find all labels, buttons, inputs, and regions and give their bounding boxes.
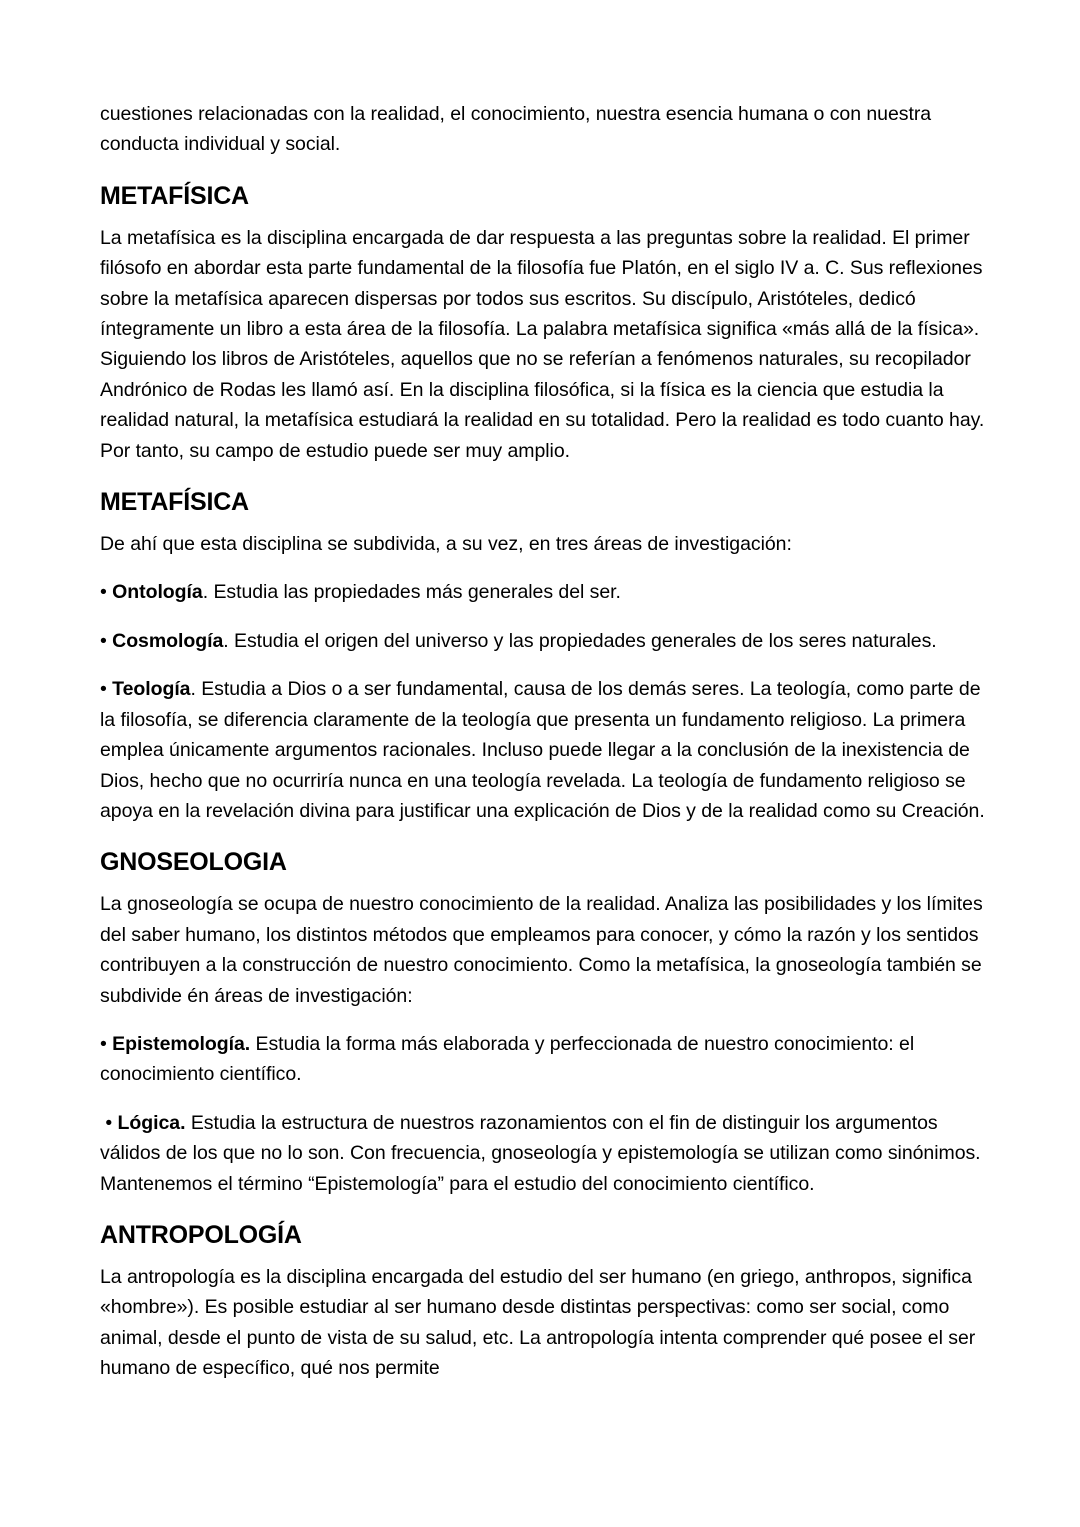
- heading-metafisica-1: METAFÍSICA: [100, 181, 249, 210]
- bullet-text-epistemologia: Estudia la forma más elaborada y perfeccionada de nuestro conocimiento: el conocimiento científico.: [100, 1032, 915, 1086]
- bullet-term-ontologia: Ontología: [112, 581, 203, 604]
- heading-metafisica-2: METAFÍSICA: [100, 488, 249, 517]
- bullet-term-logica: Lógica.: [117, 1111, 186, 1134]
- paragraph-antropologia-definition: La antropología es la disciplina encargada del estudio del ser humano (en griego, anthropos, significa «hombre»). Es posible estudiar al ser humano desde distintas perspectivas: como ser social, como animal, desde el punto de vista de su salud, etc. La antropología intenta comprender qué posee el ser humano de específico, qué nos permite: [100, 1265, 976, 1380]
- bullet-marker: •: [100, 629, 107, 652]
- bullet-term-teologia: Teología: [112, 678, 191, 701]
- heading-antropologia: ANTROPOLOGÍA: [100, 1220, 302, 1249]
- paragraph-subdivision-intro: De ahí que esta disciplina se subdivida, a su vez, en tres áreas de investigación:: [100, 533, 792, 556]
- document-text-column: [100, 99, 986, 1384]
- bullet-text-teologia: . Estudia a Dios o a ser fundamental, causa de los demás seres. La teología, como parte de la filosofía, se diferencia claramente de la teología que presenta un fundamento religioso. La primera emplea únicamente argumentos racionales. Incluso puede llegar a la conclusión de la inexistencia de Dios, hecho que no ocurriría nunca en una teología revelada. La teología de fundamento religioso se apoya en la revelación divina para justificar una explicación de Dios y de la realidad como su Creación.: [100, 678, 985, 822]
- bullet-text-logica: Estudia la estructura de nuestros razonamientos con el fin de distinguir los argumentos válidos de los que no lo son. Con frecuencia, gnoseología y epistemología se utilizan como sinónimos. Mantenemos el término “Epistemología” para el estudio del conocimiento científico.: [100, 1111, 981, 1195]
- bullet-term-cosmologia: Cosmología: [112, 629, 224, 652]
- bullet-text-ontologia: . Estudia las propiedades más generales del ser.: [202, 581, 621, 604]
- paragraph-intro-continuation: cuestiones relacionadas con la realidad, el conocimiento, nuestra esencia humana o con nuestra conducta individual y social.: [100, 103, 932, 156]
- bullet-item-epistemologia: [100, 1029, 986, 1090]
- heading-gnoseologia: GNOSEOLOGIA: [100, 848, 287, 877]
- bullet-term-epistemologia: Epistemología.: [112, 1032, 251, 1055]
- bullet-text-cosmologia: . Estudia el origen del universo y las propiedades generales de los seres naturales.: [223, 629, 937, 652]
- bullet-item-teologia: [100, 674, 986, 826]
- bullet-marker: •: [100, 678, 107, 701]
- paragraph-metafisica-definition: La metafísica es la disciplina encargada de dar respuesta a las preguntas sobre la realidad. El primer filósofo en abordar esta parte fundamental de la filosofía fue Platón, en el siglo IV a. C. Sus reflexiones sobre la metafísica aparecen dispersas por todos sus escritos. Su discípulo, Aristóteles, dedicó íntegramente un libro a esta área de la filosofía. La palabra metafísica significa «más allá de la física». Siguiendo los libros de Aristóteles, aquellos que no se referían a fenómenos naturales, su recopilador Andrónico de Rodas les llamó así. En la disciplina filosófica, si la física es la ciencia que estudia la realidad natural, la metafísica estudiará la realidad en su totalidad. Pero la realidad es todo cuanto hay. Por tanto, su campo de estudio puede ser muy amplio.: [100, 226, 985, 462]
- paragraph-gnoseologia-definition: La gnoseología se ocupa de nuestro conocimiento de la realidad. Analiza las posibilidades y los límites del saber humano, los distintos métodos que empleamos para conocer, y cómo la razón y los sentidos contribuyen a la construcción de nuestro conocimiento. Como la metafísica, la gnoseología también se subdivide én áreas de investigación:: [100, 893, 983, 1007]
- bullet-item-cosmologia: [100, 626, 986, 656]
- bullet-marker: •: [100, 581, 107, 604]
- bullet-marker: •: [100, 1032, 107, 1055]
- bullet-item-ontologia: [100, 577, 986, 607]
- bullet-item-logica: [100, 1108, 986, 1199]
- bullet-marker: •: [105, 1111, 113, 1134]
